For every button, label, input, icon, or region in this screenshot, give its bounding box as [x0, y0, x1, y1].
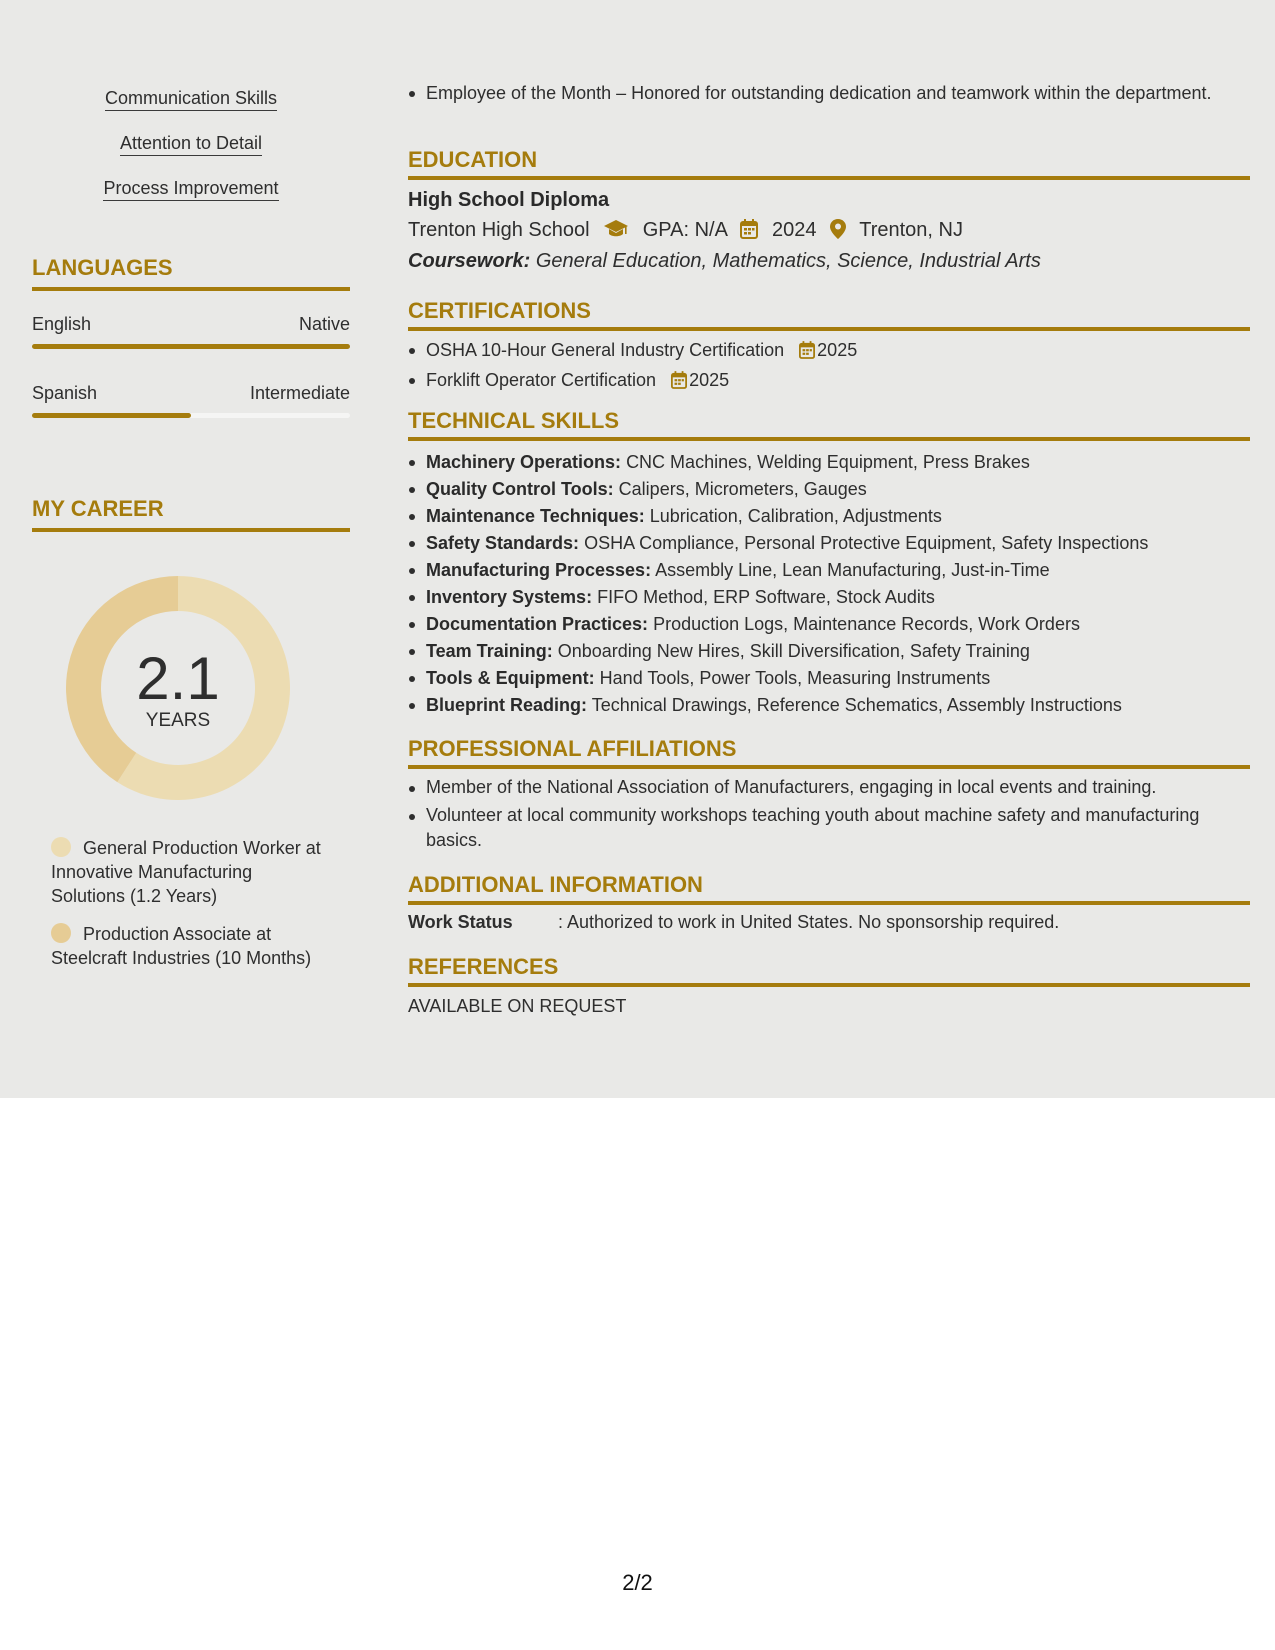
page-number: 2/2	[622, 1570, 653, 1595]
language-name: English	[32, 314, 92, 334]
graduation-cap-icon	[603, 219, 629, 245]
gpa: GPA: N/A	[642, 219, 727, 241]
affiliations-list	[408, 775, 1250, 853]
career-unit: YEARS	[145, 710, 211, 731]
skill-item: Process Improvement	[32, 178, 350, 199]
career-legend-item: General Production Worker at Innovative Manufacturing Solutions (1.2 Years)	[51, 838, 321, 906]
list-item: Forklift Operator Certification 2025	[426, 367, 1250, 397]
work-status	[408, 912, 1059, 933]
career-donut-chart	[66, 576, 290, 800]
technical-skills-list	[408, 449, 1250, 719]
additional-info-heading: ADDITIONAL INFORMATION	[408, 872, 1250, 905]
career-heading: MY CAREER	[32, 496, 350, 532]
references-text: AVAILABLE ON REQUEST	[408, 996, 627, 1016]
list-item: Member of the National Association of Manufacturers, engaging in local events and training.	[426, 775, 1250, 800]
language-bar-fill	[32, 413, 191, 418]
list-item: OSHA 10-Hour General Industry Certification 2025	[426, 337, 1250, 367]
list-item: Documentation Practices: Production Logs, Maintenance Records, Work Orders	[426, 611, 1250, 638]
certifications-list	[408, 337, 1250, 397]
calendar-icon	[740, 219, 758, 245]
list-item: Quality Control Tools: Calipers, Micrometers, Gauges	[426, 476, 1250, 503]
achievements-list	[408, 80, 1250, 107]
list-item: Blueprint Reading: Technical Drawings, Reference Schematics, Assembly Instructions	[426, 692, 1250, 719]
career-legend-item: Production Associate at Steelcraft Industries (10 Months)	[51, 924, 312, 968]
language-bar-fill	[32, 344, 350, 349]
list-item: Machinery Operations: CNC Machines, Welding Equipment, Press Brakes	[426, 449, 1250, 476]
legend-dot-icon	[51, 837, 71, 857]
education-heading: EDUCATION	[408, 147, 1250, 180]
languages-heading: LANGUAGES	[32, 255, 350, 291]
certifications-heading: CERTIFICATIONS	[408, 298, 1250, 331]
location-pin-icon	[830, 219, 846, 245]
skill-item: Attention to Detail	[32, 133, 350, 154]
list-item: Volunteer at local community workshops teaching youth about machine safety and manufacturing basics.	[426, 803, 1250, 853]
language-level: Intermediate	[249, 383, 350, 403]
technical-skills-heading: TECHNICAL SKILLS	[408, 408, 1250, 441]
list-item: Manufacturing Processes: Assembly Line, Lean Manufacturing, Just-in-Time	[426, 557, 1250, 584]
list-item: Safety Standards: OSHA Compliance, Personal Protective Equipment, Safety Inspections	[426, 530, 1250, 557]
skill-item: Communication Skills	[32, 88, 350, 109]
graduation-year: 2024	[771, 219, 817, 241]
legend-dot-icon	[51, 923, 71, 943]
list-item: Team Training: Onboarding New Hires, Skill Diversification, Safety Training	[426, 638, 1250, 665]
calendar-icon	[799, 340, 815, 367]
language-level: Native	[298, 314, 350, 334]
language-bar	[32, 413, 350, 418]
list-item: Employee of the Month – Honored for outstanding dedication and teamwork within the department.	[426, 80, 1250, 107]
language-name: Spanish	[32, 383, 98, 403]
calendar-icon	[671, 370, 687, 397]
school-name: Trenton High School	[408, 219, 590, 241]
degree-title: High School Diploma	[408, 189, 610, 211]
school-location: Trenton, NJ	[859, 219, 963, 241]
list-item: Inventory Systems: FIFO Method, ERP Software, Stock Audits	[426, 584, 1250, 611]
work-status-value: : Authorized to work in United States. No sponsorship required.	[558, 912, 1060, 932]
coursework: Coursework: General Education, Mathematics, Science, Industrial Arts	[408, 250, 1041, 272]
affiliations-heading: PROFESSIONAL AFFILIATIONS	[408, 736, 1250, 769]
work-status-label: Work Status	[408, 912, 513, 932]
career-total: 2.1	[136, 645, 220, 712]
language-bar	[32, 344, 350, 349]
education-details	[408, 219, 963, 245]
list-item: Maintenance Techniques: Lubrication, Calibration, Adjustments	[426, 503, 1250, 530]
references-heading: REFERENCES	[408, 954, 1250, 987]
list-item: Tools & Equipment: Hand Tools, Power Tools, Measuring Instruments	[426, 665, 1250, 692]
